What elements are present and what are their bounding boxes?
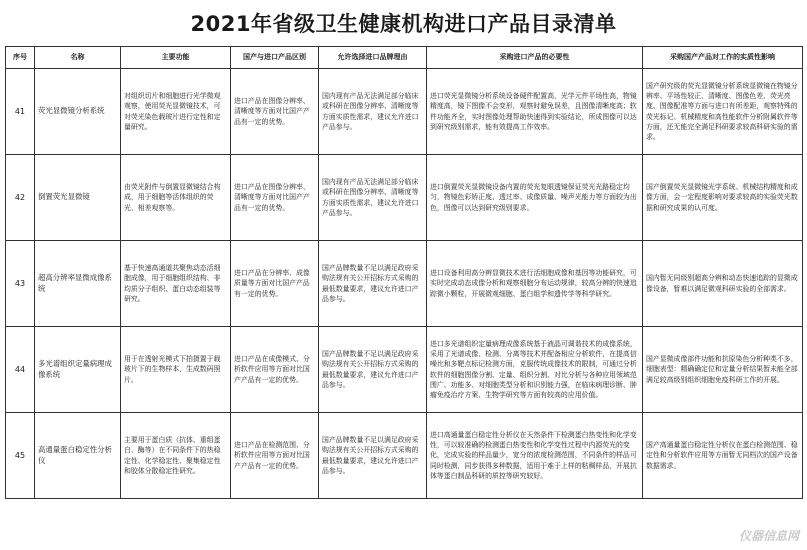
row-necessity: 进口设备利用高分辨显微技术进行活细胞成像和基因等功能研究，可实时完成动态成像分析和观察细胞分布运动规律，较高分辨的快速追踪微小颗粒，开展微观细胞、蛋白组学和遗传学等科学研究。: [427, 241, 643, 327]
row-reason: 国产品牌数量不足以满足政府采购法规有关公开招标方式采购的最低数量要求，建议允许进口产品参与。: [319, 241, 427, 327]
row-function: 对组织切片和细胞进行光学微观观察，使用荧光显微镜技术，可对荧光染色载玻片进行定性和定量研究。: [121, 69, 231, 155]
row-function: 基于快速高通道共聚焦动态活细胞成像，用于细胞组织结构、非均质分子组织、蛋白动态组装等研究。: [121, 241, 231, 327]
header-seq: 序号: [6, 47, 35, 69]
header-row: [6, 47, 803, 69]
page-title: 2021年省级卫生健康机构进口产品目录清单: [190, 12, 617, 36]
row-reason: 国内现有产品无法满足部分临床或科研在图像分辨率、清晰度等方面实质性需求，建议允许进口产品参与。: [319, 69, 427, 155]
table-row: [6, 69, 803, 155]
row-impact: 国产显微成像部件功能和抗原染色分析种类不多，细胞表型：精确确定位和定量分析结果暂未能全部满足较高级别组织细胞免疫科研工作的开展。: [643, 327, 803, 413]
row-impact: 国内暂无同级别超高分辨和动态快速追踪的显微成像设备，暂难以满足微观科研实验的全部需求。: [643, 241, 803, 327]
row-reason: 国内现有产品无法满足部分临床或科研在图像分辨率、清晰度等方面实质性需求，建议允许进口产品参与。: [319, 155, 427, 241]
row-name: 荧光显微镜分析系统: [35, 69, 121, 155]
header-difference: 国产与进口产品区别: [231, 47, 319, 69]
row-difference: 进口产品在图像分辨率、清晰度等方面对比国产产品有一定的优势。: [231, 69, 319, 155]
row-necessity: 进口倒置荧光显微镜设备内置的荧光复眼透镜保证荧光光路稳定均匀，物镜色彩矫正度、透过率、成像质量、噪声光能力等方面较为出色，图像可以达到研究级别要求。: [427, 155, 643, 241]
table-row: [6, 241, 803, 327]
header-function: 主要功能: [121, 47, 231, 69]
row-impact: 国产研究级的荧光显微镜分析系统显微镜在物镜分辨率、平场性较正、清晰度、图像色差、荧光亮度、图像配准等方面与进口有所差距，观察特殊的荧光标记、机械精度和高性能软件分析附属软件等方面，还无能完全满足科研要求较高科研实验的需求。: [643, 69, 803, 155]
row-necessity: 进口高通量蛋白稳定性分析仪在天然条件下检测蛋白热变性和化学变性，可以较准确的检测蛋白热变性和化学变性过程中内源荧光的变化，完成实验的样品量少，宽分的浓度检测范围，不同条件的样品可同时检测，同步获得多种数据，适用于难于上样的粘稠样品，开展抗体等蛋白制品科研的质控等研究较好。: [427, 413, 643, 499]
row-impact: 国产倒置荧光显微镜光学系统、机械结构精度和成像方面，会一定程度影响对要求较高的实验荧光数据和研究成果的认可度。: [643, 155, 803, 241]
watermark: 仪器信息网: [738, 529, 799, 543]
row-difference: 进口产品在检测范围、分析软件应用等方面对比国产产品有一定的优势。: [231, 413, 319, 499]
row-seq: 45: [6, 413, 35, 499]
row-reason: 国产品牌数量不足以满足政府采购法规有关公开招标方式采购的最低数量要求，建议允许进口产品参与。: [319, 327, 427, 413]
row-function: 用于在透射光模式下拍摄置于载玻片下的生物样本，生成数码照片。: [121, 327, 231, 413]
table-row: [6, 413, 803, 499]
header-reason: 允许选择进口品牌理由: [319, 47, 427, 69]
row-difference: 进口产品在成像模式、分析软件应用等方面对比国产产品有一定的优势。: [231, 327, 319, 413]
catalog-table: [5, 46, 803, 499]
row-name: 高通量蛋白稳定性分析仪: [35, 413, 121, 499]
row-seq: 41: [6, 69, 35, 155]
row-necessity: 进口多光谱组织定量病理成像系统基于液晶可调谐技术的成像系统，采用了光谱成像、检测、分离等技术并配备相应分析软件，在提高信噪比和多靶点标记检测方面，克服传统成像技术的限制，可通过分析软件的细胞图像分割、定量、组织分割、对比分析与各种应用领域范围广、功能多、对细胞类型分析和识别能力强，在临床病理诊断、肿瘤免疫治疗方案、生物学研究等方面有较高的应用价值。: [427, 327, 643, 413]
header-impact: 采购国产产品对工作的实质性影响: [643, 47, 803, 69]
row-function: 主要用于蛋白质（抗体、重组蛋白、酶等）在不同条件下的热稳定性、化学稳定性、聚集稳定性和胶体分散稳定性研究。: [121, 413, 231, 499]
row-difference: 进口产品在图像分辨率、清晰度等方面对比国产产品有一定的优势。: [231, 155, 319, 241]
row-name: 倒置荧光显微镜: [35, 155, 121, 241]
row-seq: 44: [6, 327, 35, 413]
table-row: [6, 155, 803, 241]
row-difference: 进口产品在分辨率、成像质量等方面对比国产产品有一定的优势。: [231, 241, 319, 327]
row-name: 多光谱组织定量病理成像系统: [35, 327, 121, 413]
table-row: [6, 327, 803, 413]
row-function: 由荧光附件与倒置显微镜结合构成，用于细胞等活体组织的荧光、相差观察等。: [121, 155, 231, 241]
row-impact: 国产高通量蛋白稳定性分析仪在蛋白检测范围、稳定性和分析软件应用等方面暂无同档次的国产设备数据需求。: [643, 413, 803, 499]
row-seq: 43: [6, 241, 35, 327]
header-necessity: 采购进口产品的必要性: [427, 47, 643, 69]
row-name: 超高分辨率显微成像系统: [35, 241, 121, 327]
header-name: 名称: [35, 47, 121, 69]
row-reason: 国产品牌数量不足以满足政府采购法规有关公开招标方式采购的最低数量要求，建议允许进口产品参与。: [319, 413, 427, 499]
row-seq: 42: [6, 155, 35, 241]
row-necessity: 进口荧光显微镜分析系统设备硬件配置高，光学元件平场性高，物镜精度高，镜下图像不会变形，观察时避免误差，且图像清晰度高；软件功能齐全，实时图像处理帮助快速得到实验结论，所成图像可以达到研究级别需求，能有效提高工作效率。: [427, 69, 643, 155]
